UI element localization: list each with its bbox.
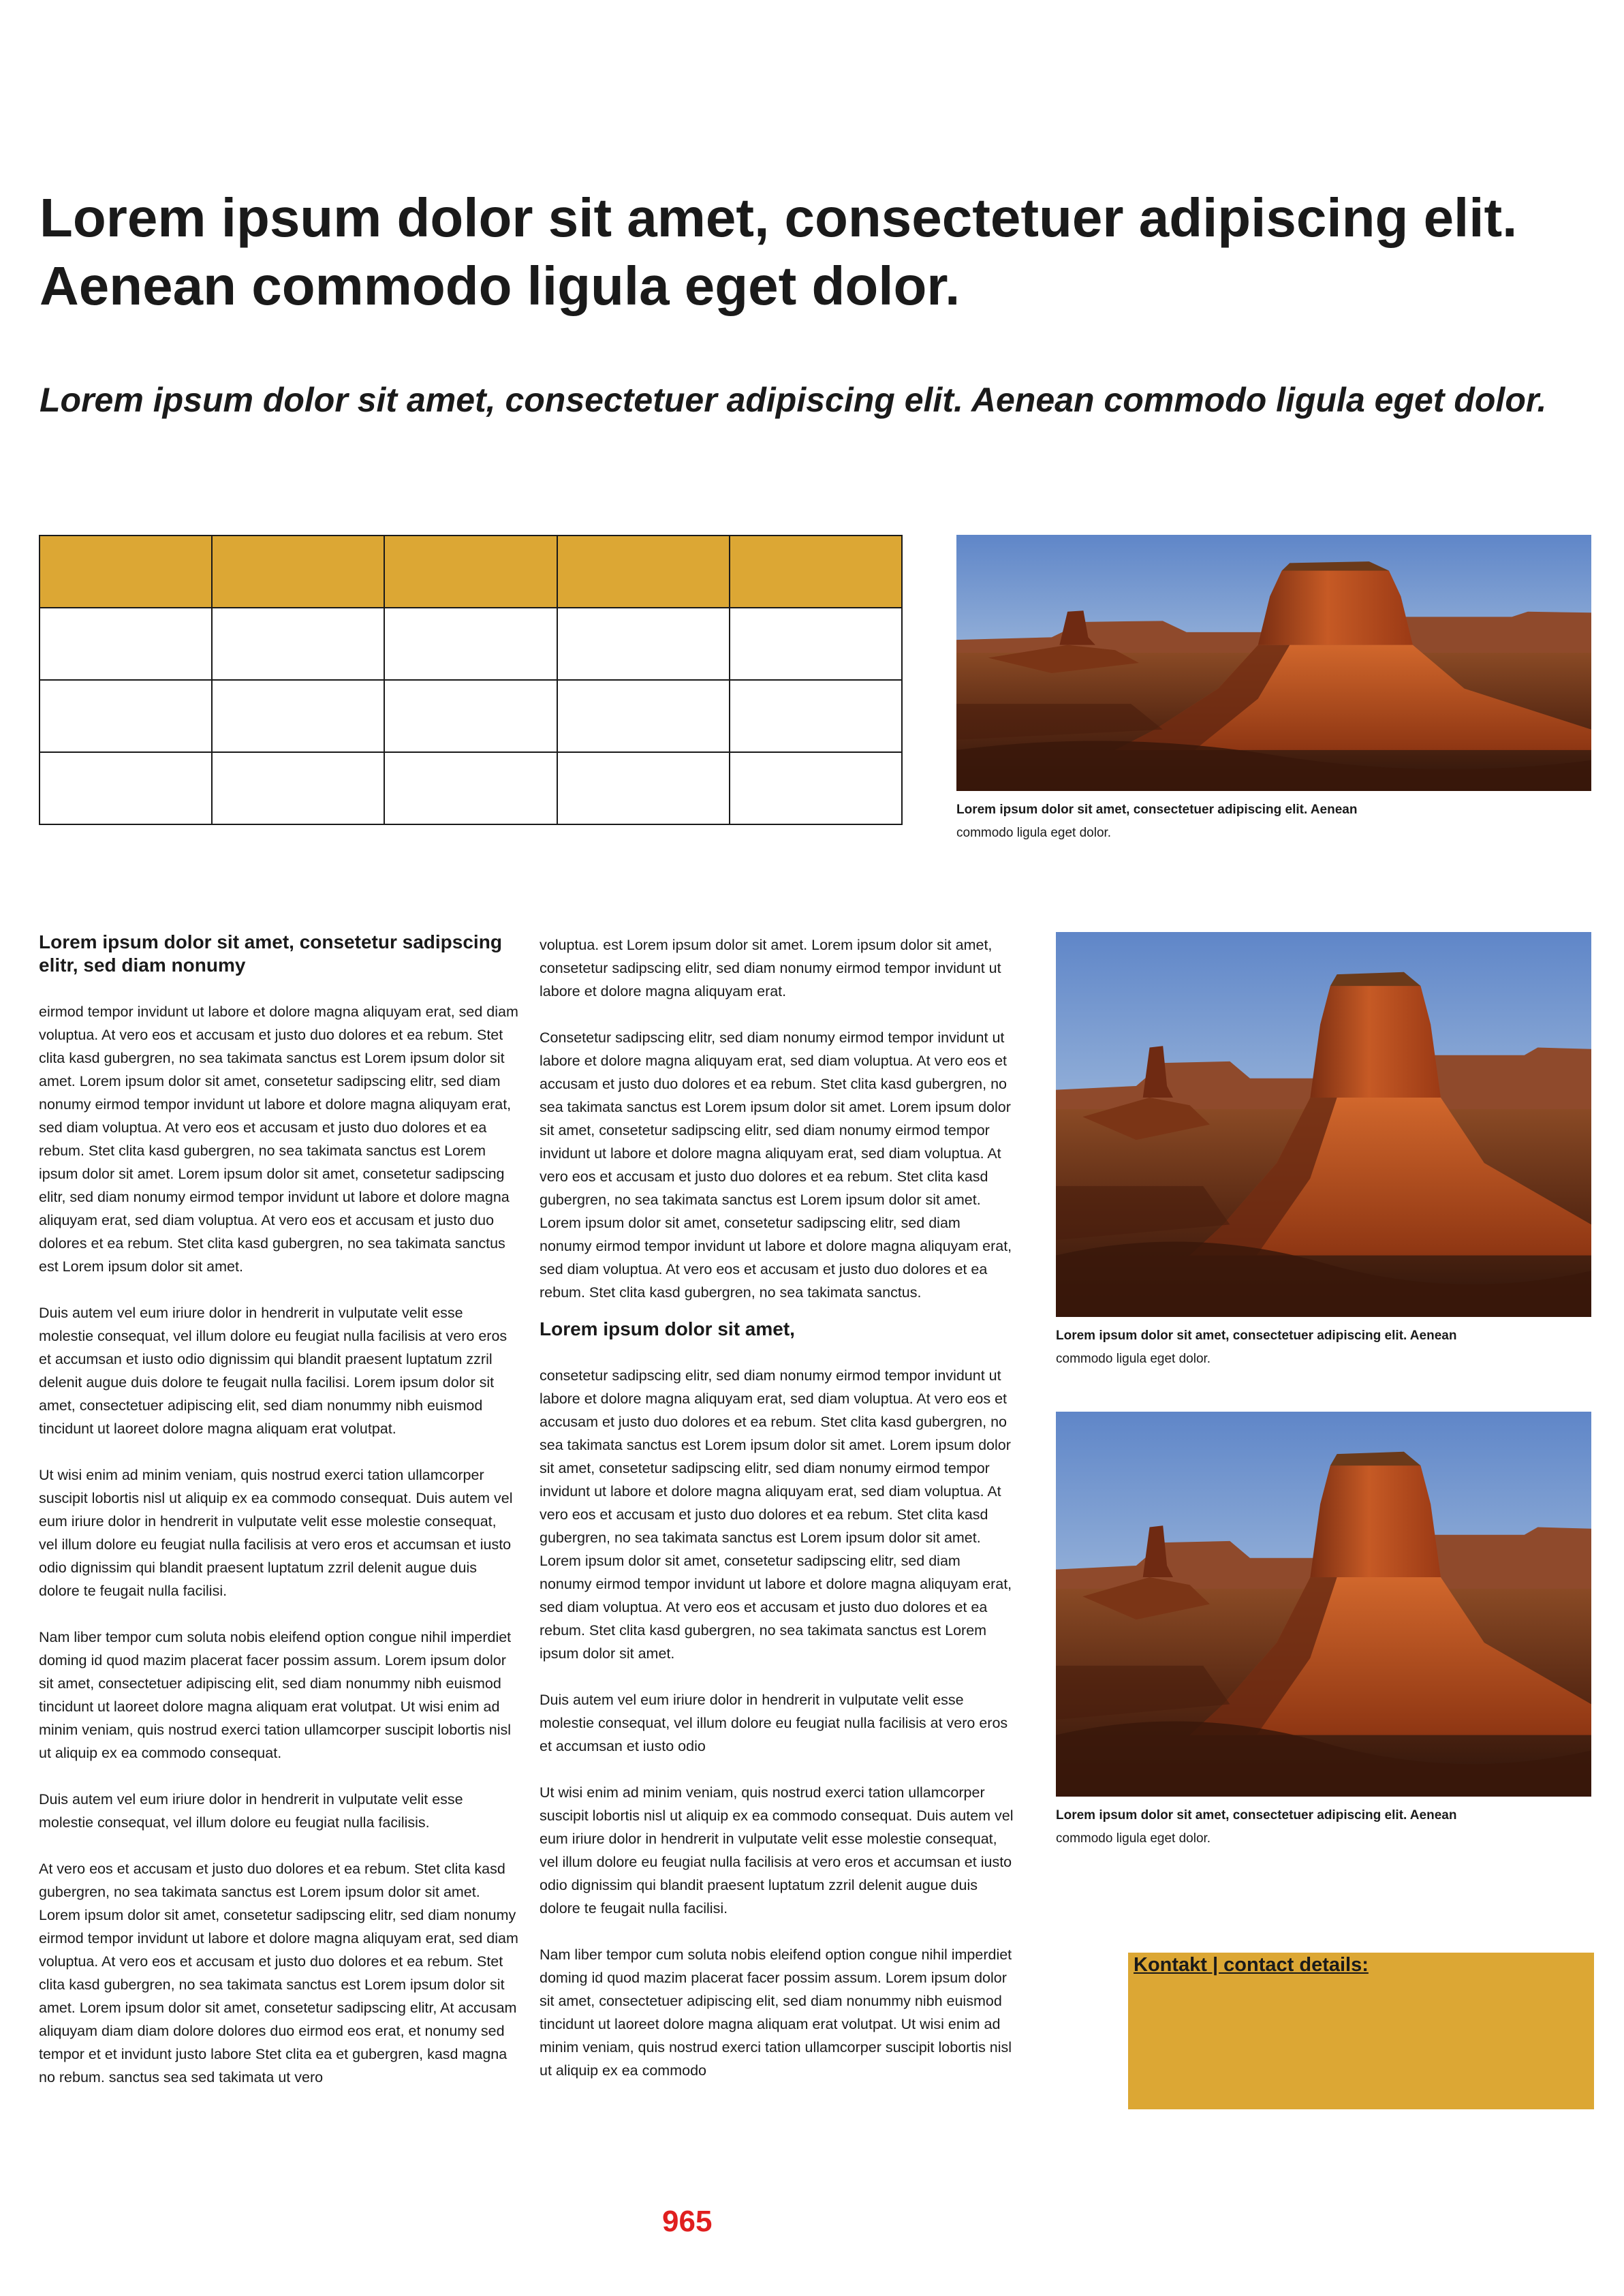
table-row <box>40 608 902 680</box>
table-row <box>40 680 902 752</box>
paragraph: Nam liber tempor cum soluta nobis eleifend option congue nihil imperdiet doming id quod mazim placerat facer possim assum. Lorem ipsum dolor sit amet, consectetuer adipiscing elit, sed diam nonummy nibh euismod tincidunt ut laoreet dolore magna aliquam erat volutpat. Ut wisi enim ad minim veniam, quis nostrud exerci tation ullamcorper suscipit lobortis nisl ut aliquip ex ea commodo consequat. <box>39 1629 512 1761</box>
table-header-row <box>40 536 902 608</box>
table-cell <box>40 608 212 680</box>
table-header-cell <box>40 536 212 608</box>
table-header-cell <box>557 536 730 608</box>
table-cell <box>384 608 557 680</box>
table-cell <box>557 680 730 752</box>
table-header-cell <box>212 536 384 608</box>
column-heading: Lorem ipsum dolor sit amet, consetetur sadipscing elitr, sed diam nonumy <box>39 931 502 976</box>
text-column-left <box>39 931 519 2112</box>
table-cell <box>384 752 557 824</box>
paragraph: voluptua. est Lorem ipsum dolor sit amet. Lorem ipsum dolor sit amet, consetetur sadipscing elitr, sed diam nonumy eirmod tempor invidunt ut labore et dolore magna aliquyam erat. <box>540 937 1001 999</box>
paragraph: Duis autem vel eum iriure dolor in hendrerit in vulputate velit esse molestie consequat, vel illum dolore eu feugiat nulla facilisis at vero eros et accumsan et iusto odio dignissim qui blandit praesent luptatum zzril delenit augue duis dolore te feugait nulla facilisi. Lorem ipsum dolor sit amet, consectetuer adipiscing elit, sed diam nonummy nibh euismod tincidunt ut laoreet dolore magna aliquam erat volutpat. <box>39 1305 507 1437</box>
figure-caption <box>956 798 1597 845</box>
desert-butte-photo <box>1056 932 1591 1317</box>
caption-bold: Lorem ipsum dolor sit amet, consectetuer adipiscing elit. Aenean <box>1056 1808 1457 1822</box>
paragraph: At vero eos et accusam et justo duo dolores et ea rebum. Stet clita kasd gubergren, no sea takimata sanctus est Lorem ipsum dolor sit amet. Lorem ipsum dolor sit amet, consetetur sadipscing elitr, sed diam nonumy eirmod tempor invidunt ut labore et dolore magna aliquyam erat, sed diam voluptua. At vero eos et accusam et justo duo dolores et ea rebum. Stet clita kasd gubergren, no sea takimata sanctus est Lorem ipsum dolor sit amet. Lorem ipsum dolor sit amet, consetetur sadipscing elitr, At accusam aliquyam diam diam dolore dolores duo eirmod eos erat, et nonumy sed tempor et et invidunt justo labore Stet clita ea et gubergren, kasd magna no rebum. sanctus sea sed takimata ut vero <box>39 1861 518 2085</box>
paragraph: Ut wisi enim ad minim veniam, quis nostrud exerci tation ullamcorper suscipit lobortis nisl ut aliquip ex ea commodo consequat. Duis autem vel eum iriure dolor in hendrerit in vulputate velit esse molestie consequat, vel illum dolore eu feugiat nulla facilisis at vero eros et accumsan et iusto odio dignissim qui blandit praesent luptatum zzril delenit augue duis dolore te feugait nulla facilisi. <box>540 1784 1014 1917</box>
figure-caption <box>1056 1804 1601 1850</box>
desert-butte-image <box>1056 1412 1591 1797</box>
table-header-cell <box>730 536 902 608</box>
table-cell <box>40 752 212 824</box>
table-cell <box>384 680 557 752</box>
contact-title: Kontakt | contact details: <box>1134 1954 1369 1976</box>
desert-butte-image <box>1056 932 1591 1317</box>
desert-butte-photo <box>1056 1412 1591 1797</box>
caption-text: commodo ligula eget dolor. <box>1056 1352 1211 1366</box>
page-title: Lorem ipsum dolor sit amet, consectetuer adipiscing elit. Aenean commodo ligula eget dolor. <box>40 187 1518 316</box>
table-header-cell <box>384 536 557 608</box>
caption-text: commodo ligula eget dolor. <box>956 826 1112 840</box>
table-row <box>40 752 902 824</box>
caption-bold: Lorem ipsum dolor sit amet, consectetuer adipiscing elit. Aenean <box>956 803 1358 817</box>
table-cell <box>212 680 384 752</box>
table-cell <box>730 680 902 752</box>
text-column-middle <box>540 933 1016 2105</box>
caption-text: commodo ligula eget dolor. <box>1056 1831 1211 1846</box>
table-cell <box>40 680 212 752</box>
column-heading: Lorem ipsum dolor sit amet, <box>540 1318 795 1339</box>
table-cell <box>730 608 902 680</box>
paragraph: Duis autem vel eum iriure dolor in hendrerit in vulputate velit esse molestie consequat, vel illum dolore eu feugiat nulla facilisis. <box>39 1791 463 1831</box>
table-cell <box>730 752 902 824</box>
caption-bold: Lorem ipsum dolor sit amet, consectetuer adipiscing elit. Aenean <box>1056 1329 1457 1343</box>
table-cell <box>557 752 730 824</box>
page-number: 965 <box>662 2205 713 2238</box>
desert-butte-photo <box>956 535 1591 791</box>
paragraph: Duis autem vel eum iriure dolor in hendrerit in vulputate velit esse molestie consequat, vel illum dolore eu feugiat nulla facilisis at vero eros et accumsan et iusto odio <box>540 1692 1008 1754</box>
data-table <box>39 535 903 825</box>
paragraph: Consetetur sadipscing elitr, sed diam nonumy eirmod tempor invidunt ut labore et dolore magna aliquyam erat, sed diam voluptua. At vero eos et accusam et justo duo dolores et ea rebum. Stet clita kasd gubergren, no sea takimata sanctus est Lorem ipsum dolor sit amet. Lorem ipsum dolor sit amet, consetetur sadipscing elitr, sed diam nonumy eirmod tempor invidunt ut labore et dolore magna aliquyam erat, sed diam voluptua. At vero eos et accusam et justo duo dolores et ea rebum. Stet clita kasd gubergren, no sea takimata sanctus est Lorem ipsum dolor sit amet. Lorem ipsum dolor sit amet, consetetur sadipscing elitr, sed diam nonumy eirmod tempor invidunt ut labore et dolore magna aliquyam erat, sed diam voluptua. At vero eos et accusam et justo duo dolores et ea rebum. Stet clita kasd gubergren, no sea takimata sanctus. <box>540 1029 1012 1301</box>
paragraph: Nam liber tempor cum soluta nobis eleifend option congue nihil imperdiet doming id quod mazim placerat facer possim assum. Lorem ipsum dolor sit amet, consectetuer adipiscing elit, sed diam nonummy nibh euismod tincidunt ut laoreet dolore magna aliquam erat volutpat. Ut wisi enim ad minim veniam, quis nostrud exerci tation ullamcorper suscipit lobortis nisl ut aliquip ex ea commodo <box>540 1946 1012 2079</box>
paragraph: Ut wisi enim ad minim veniam, quis nostrud exerci tation ullamcorper suscipit lobortis nisl ut aliquip ex ea commodo consequat. Duis autem vel eum iriure dolor in hendrerit in vulputate velit esse molestie consequat, vel illum dolore eu feugiat nulla facilisis at vero eros et accumsan et iusto odio dignissim qui blandit praesent luptatum zzril delenit augue duis dolore te feugait nulla facilisi. <box>39 1467 513 1599</box>
table-cell <box>557 608 730 680</box>
figure-caption <box>1056 1324 1601 1371</box>
paragraph: eirmod tempor invidunt ut labore et dolore magna aliquyam erat, sed diam voluptua. At vero eos et accusam et justo duo dolores et ea rebum. Stet clita kasd gubergren, no sea takimata sanctus est Lorem ipsum dolor sit amet. Lorem ipsum dolor sit amet, consetetur sadipscing elitr, sed diam nonumy eirmod tempor invidunt ut labore et dolore magna aliquyam erat, sed diam voluptua. At vero eos et accusam et justo duo dolores et ea rebum. Stet clita kasd gubergren, no sea takimata sanctus est Lorem ipsum dolor sit amet. Lorem ipsum dolor sit amet, consetetur sadipscing elitr, sed diam nonumy eirmod tempor invidunt ut labore et dolore magna aliquyam erat, sed diam voluptua. At vero eos et accusam et justo duo dolores et ea rebum. Stet clita kasd gubergren, no sea takimata sanctus est Lorem ipsum dolor sit amet. <box>39 1004 518 1275</box>
table-cell <box>212 752 384 824</box>
contact-box <box>1128 1953 1594 2109</box>
page-subtitle: Lorem ipsum dolor sit amet, consectetuer adipiscing elit. Aenean commodo ligula eget dolor. <box>40 381 1547 419</box>
desert-butte-image <box>956 535 1591 791</box>
paragraph: consetetur sadipscing elitr, sed diam nonumy eirmod tempor invidunt ut labore et dolore magna aliquyam erat, sed diam voluptua. At vero eos et accusam et justo duo dolores et ea rebum. Stet clita kasd gubergren, no sea takimata sanctus est Lorem ipsum dolor sit amet. Lorem ipsum dolor sit amet, consetetur sadipscing elitr, sed diam nonumy eirmod tempor invidunt ut labore et dolore magna aliquyam erat, sed diam voluptua. At vero eos et accusam et justo duo dolores et ea rebum. Stet clita kasd gubergren, no sea takimata sanctus est Lorem ipsum dolor sit amet. Lorem ipsum dolor sit amet, consetetur sadipscing elitr, sed diam nonumy eirmod tempor invidunt ut labore et dolore magna aliquyam erat, sed diam voluptua. At vero eos et accusam et justo duo dolores et ea rebum. Stet clita kasd gubergren, no sea takimata sanctus est Lorem ipsum dolor sit amet. <box>540 1367 1012 1662</box>
table-cell <box>212 608 384 680</box>
